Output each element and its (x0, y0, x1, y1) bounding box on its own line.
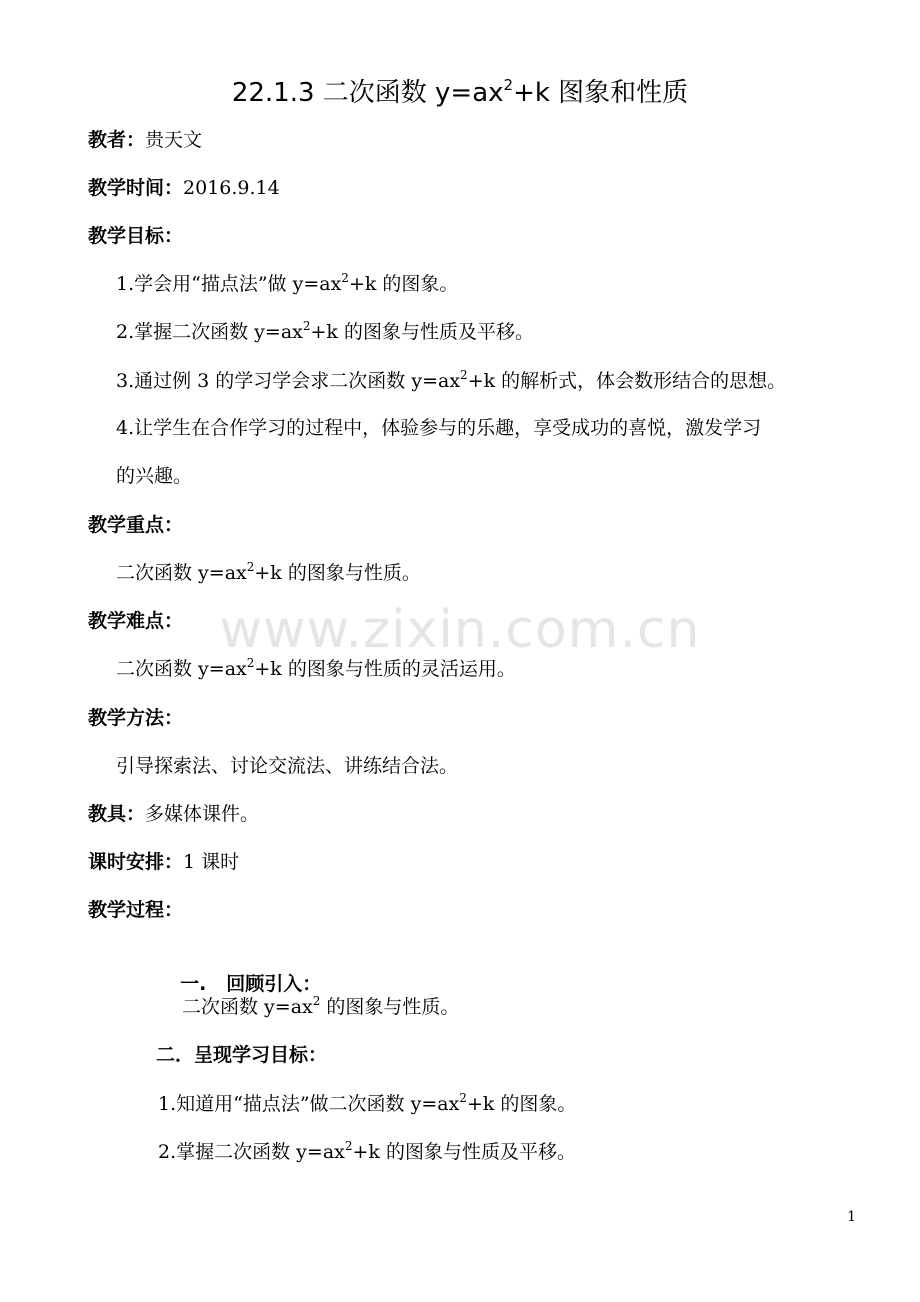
section-1-content (182, 994, 459, 1020)
key-point-heading (88, 512, 183, 538)
time-line (88, 175, 280, 201)
method-content (116, 753, 458, 779)
key-point-text: 二次函数 y=ax (116, 562, 247, 584)
watermark: www.zixin.com.cn (219, 600, 701, 660)
section-2-item-1-text: 1.知道用“描点法”做二次函数 y=ax (158, 1093, 460, 1115)
objectives-heading (88, 223, 183, 249)
key-point-content (116, 560, 421, 586)
process-label: 教学过程： (88, 899, 184, 921)
objective-4-text: 4.让学生在合作学习的过程中，体验参与的乐趣，享受成功的喜悦，激发学习 (116, 417, 762, 439)
objective-1-sup: 2 (341, 271, 349, 285)
objective-1-text-post: +k 的图象。 (348, 273, 459, 295)
schedule-label: 课时安排： (88, 851, 184, 873)
section-2-item-1 (158, 1091, 576, 1117)
title-superscript: 2 (503, 76, 514, 94)
page-number: 1 (847, 1209, 856, 1225)
objective-4-text-continued: 的兴趣。 (116, 465, 193, 487)
title-text: 22.1.3 二次函数 y=ax (231, 78, 504, 108)
objective-item-4 (116, 415, 761, 441)
objectives-label: 教学目标： (88, 225, 184, 247)
teacher-label: 教者： (88, 129, 146, 151)
time-value: 2016.9.14 (183, 177, 280, 199)
section-2-item-2-sup: 2 (344, 1139, 353, 1153)
objective-2-sup: 2 (302, 319, 311, 333)
key-point-text-post: +k 的图象与性质。 (254, 562, 421, 584)
difficulty-text: 二次函数 y=ax (116, 658, 247, 680)
tools-label: 教具： (88, 803, 146, 825)
section-1-heading-text: 一. 回顾引入： (180, 973, 322, 995)
difficulty-sup: 2 (246, 656, 255, 670)
key-point-label: 教学重点： (88, 514, 184, 536)
objective-item-1 (116, 271, 458, 297)
section-1-text: 二次函数 y=ax (182, 996, 313, 1018)
section-2-heading-text: 二．呈现学习目标： (156, 1044, 328, 1066)
section-2-item-1-text-post: +k 的图象。 (466, 1093, 577, 1115)
objective-item-4-continued (116, 463, 192, 489)
teacher-line (88, 127, 202, 153)
teacher-value: 贵天文 (145, 129, 203, 151)
objective-2-text: 2.掌握二次函数 y=ax (116, 321, 303, 343)
difficulty-text-post: +k 的图象与性质的灵活运用。 (254, 658, 516, 680)
difficulty-label: 教学难点： (88, 610, 184, 632)
section-2-heading (156, 1042, 327, 1068)
section-2-item-2 (158, 1139, 576, 1165)
key-point-sup: 2 (246, 560, 255, 574)
section-2-item-2-text: 2.掌握二次函数 y=ax (158, 1141, 345, 1163)
process-heading (88, 897, 183, 923)
section-1-text-post: 的图象与性质。 (320, 996, 460, 1018)
objective-3-text-post: +k 的解析式，体会数形结合的思想。 (467, 370, 787, 392)
section-2-item-2-text-post: +k 的图象与性质及平移。 (352, 1141, 576, 1163)
page-title (0, 72, 920, 109)
objective-1-text: 1.学会用“描点法”做 y=ax (116, 273, 342, 295)
objective-item-3 (116, 368, 786, 394)
schedule-line (88, 849, 239, 875)
objective-3-text: 3.通过例 3 的学习学会求二次函数 y=ax (116, 370, 461, 392)
method-text: 引导探索法、讨论交流法、讲练结合法。 (116, 755, 459, 777)
tools-value: 多媒体课件。 (145, 803, 260, 825)
objective-2-text-post: +k 的图象与性质及平移。 (310, 321, 534, 343)
objective-item-2 (116, 319, 534, 345)
objective-3-sup: 2 (460, 368, 468, 382)
time-label: 教学时间： (88, 177, 184, 199)
tools-line (88, 801, 259, 827)
title-text-suffix: +k 图象和性质 (513, 78, 689, 108)
section-2-item-1-sup: 2 (459, 1091, 467, 1105)
section-1-sup: 2 (312, 994, 321, 1008)
method-label: 教学方法： (88, 707, 184, 729)
method-heading (88, 705, 183, 731)
schedule-value: 1 课时 (183, 851, 240, 873)
